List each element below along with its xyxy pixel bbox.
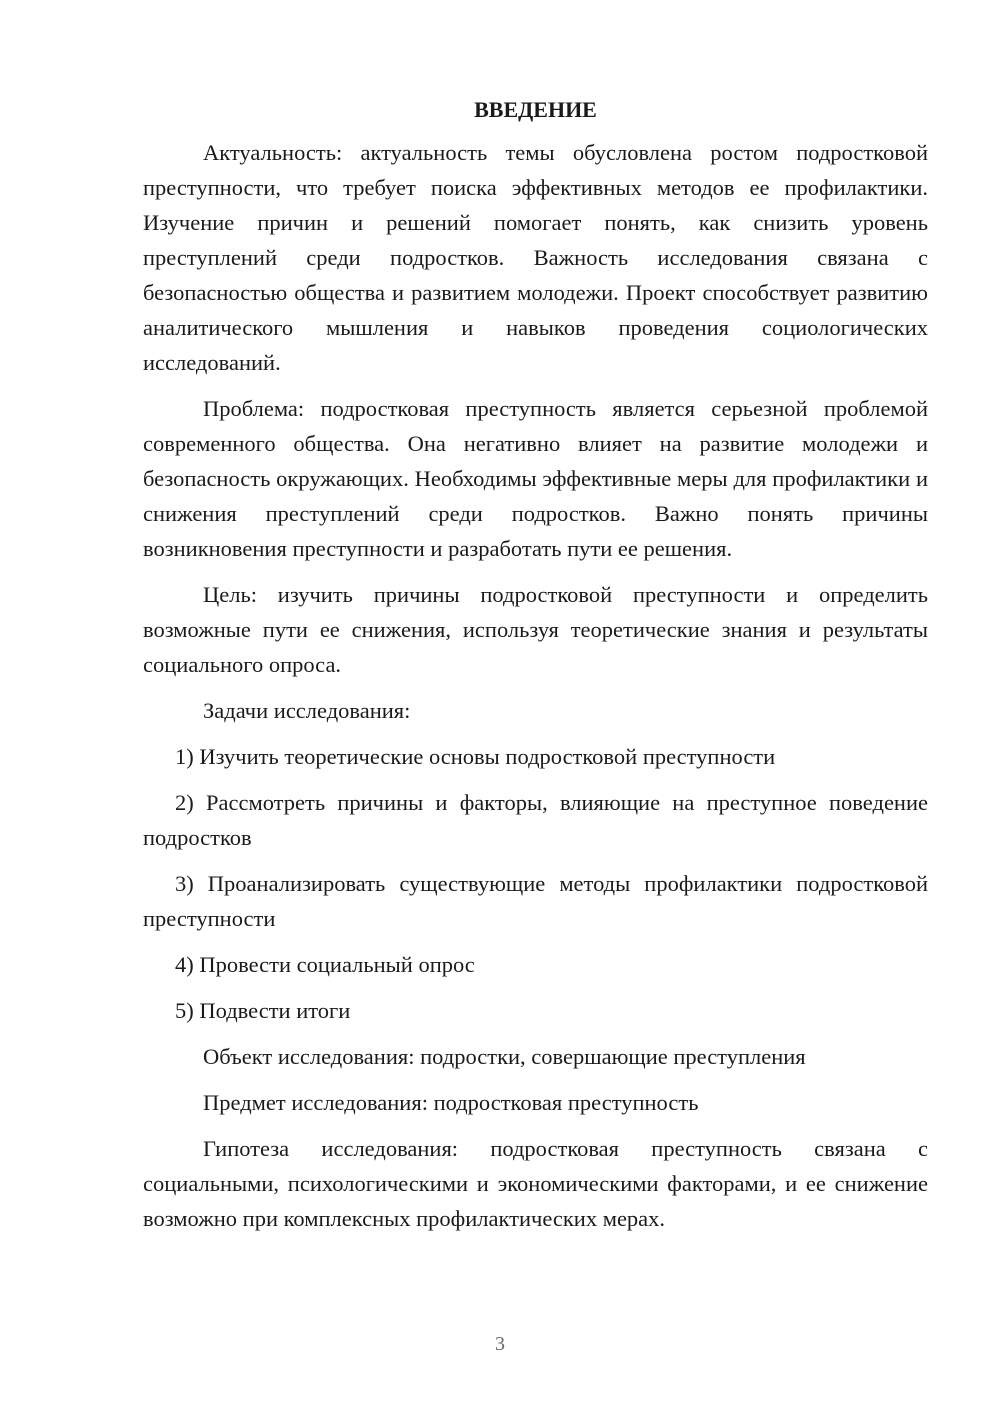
task-item-3: 3) Проанализировать существующие методы профилактики подростковой преступности <box>143 871 928 931</box>
document-page <box>143 95 928 1247</box>
goal-paragraph: Цель: изучить причины подростковой преступности и определить возможные пути ее снижения, используя теоретические знания и результаты социального опроса. <box>143 582 928 677</box>
page-number: 3 <box>495 1333 505 1355</box>
research-object-paragraph: Объект исследования: подростки, совершающие преступления <box>203 1044 806 1069</box>
task-item-5: 5) Подвести итоги <box>175 998 351 1023</box>
hypothesis-paragraph: Гипотеза исследования: подростковая преступность связана с социальными, психологическими и экономическими факторами, и ее снижение возможно при комплексных профилактических мерах. <box>143 1136 928 1231</box>
section-heading: ВВЕДЕНИЕ <box>474 97 597 122</box>
task-item-4: 4) Провести социальный опрос <box>175 952 475 977</box>
tasks-title: Задачи исследования: <box>203 698 411 723</box>
task-item-2: 2) Рассмотреть причины и факторы, влияющие на преступное поведение подростков <box>143 790 928 850</box>
research-subject-paragraph: Предмет исследования: подростковая преступность <box>203 1090 699 1115</box>
relevance-paragraph: Актуальность: актуальность темы обусловлена ростом подростковой преступности, что требует поиска эффективных методов ее профилактики. Изучение причин и решений помогает понять, как снизить уровень преступлений среди подростков. Важность исследования связана с безопасностью общества и развитием молодежи. Проект способствует развитию аналитического мышления и навыков проведения социологических исследований. <box>143 140 928 375</box>
problem-paragraph: Проблема: подростковая преступность является серьезной проблемой современного общества. Она негативно влияет на развитие молодежи и безопасность окружающих. Необходимы эффективные меры для профилактики и снижения преступлений среди подростков. Важно понять причины возникновения преступности и разработать пути ее решения. <box>143 396 928 561</box>
task-item-1: 1) Изучить теоретические основы подростковой преступности <box>175 744 776 769</box>
